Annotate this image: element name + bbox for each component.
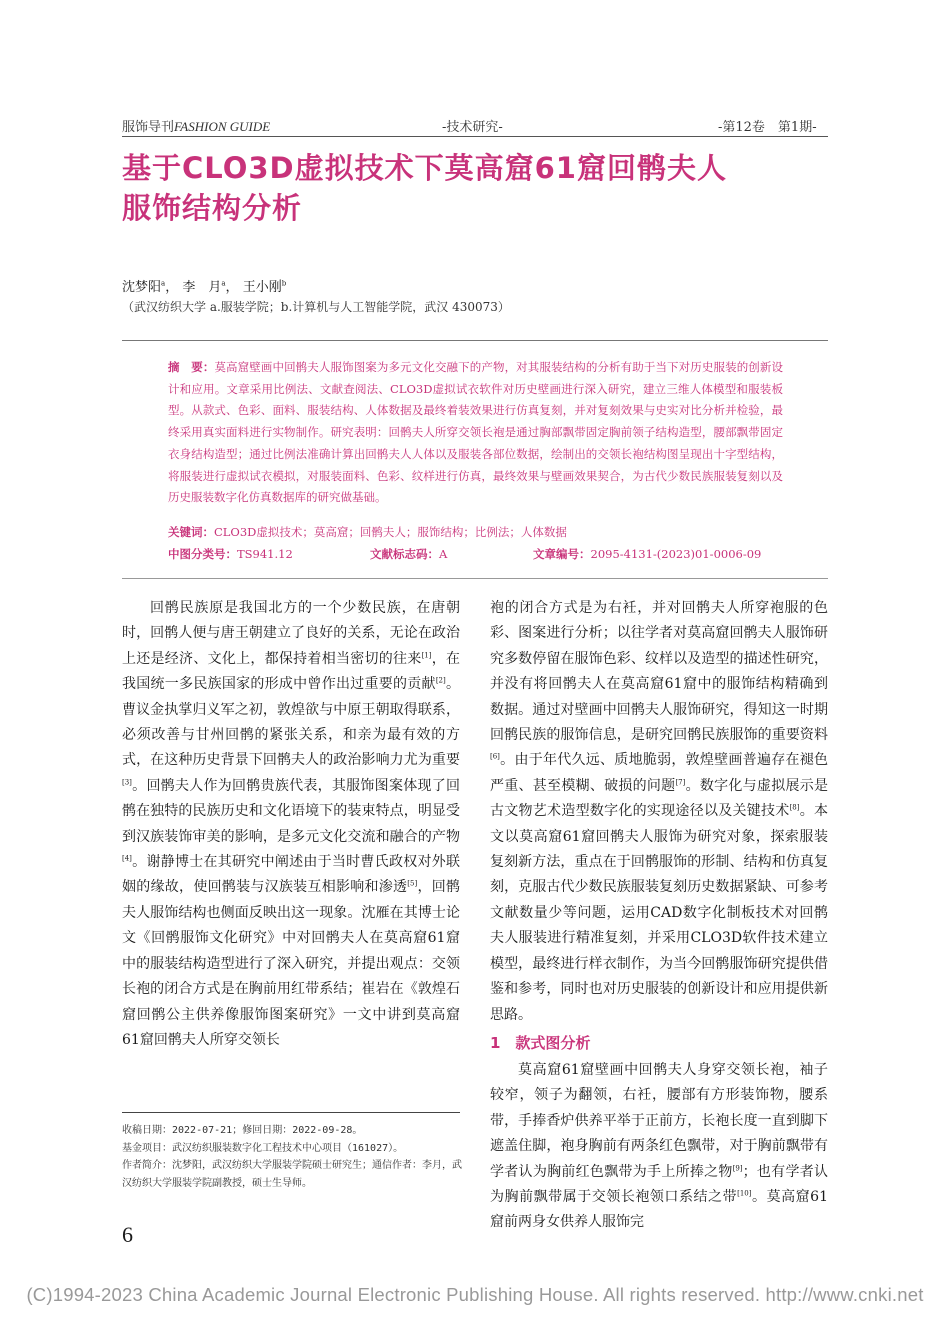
journal-name-cn: 服饰导刊 bbox=[122, 120, 175, 135]
footnote-received: 收稿日期：2022-07-21；修回日期：2022-09-28。 bbox=[122, 1125, 363, 1136]
journal-name-en: FASHION GUIDE bbox=[174, 119, 271, 134]
article-title bbox=[122, 148, 828, 228]
keywords-text: CLO3D虚拟技术；莫高窟；回鹘夫人；服饰结构；比例法；人体数据 bbox=[214, 525, 567, 539]
section-heading: 1 款式图分析 bbox=[490, 1033, 591, 1052]
section-label: -技术研究- bbox=[442, 120, 503, 135]
keywords-label: 关键词： bbox=[168, 525, 214, 539]
footnotes bbox=[122, 1122, 467, 1192]
affiliation: （武汉纺织大学 a.服装学院；b.计算机与人工智能学院，武汉 430073） bbox=[122, 300, 510, 314]
doc-label: 文献标志码： bbox=[370, 547, 439, 561]
clc-value: TS941.12 bbox=[237, 547, 293, 561]
copyright-footer: (C)1994-2023 China Academic Journal Electronic Publishing House. All rights reserved. http://www.cnki.net bbox=[26, 1284, 924, 1305]
keywords bbox=[168, 524, 783, 540]
footnote-rule bbox=[122, 1112, 460, 1113]
footnote-authors: 作者简介：沈梦阳，武汉纺织大学服装学院硕士研究生；通信作者：李月，武汉纺织大学服装学院副教授，硕士生导师。 bbox=[122, 1160, 462, 1189]
page-number: 6 bbox=[122, 1222, 133, 1247]
author-2-mark: a bbox=[221, 279, 226, 288]
doc-code bbox=[370, 546, 447, 562]
header-rule bbox=[122, 136, 828, 137]
abstract bbox=[168, 357, 783, 509]
abstract-text: 莫高窟壁画中回鹘夫人服饰图案为多元文化交融下的产物，对其服装结构的分析有助于当下对历史服装的创新设计和应用。文章采用比例法、文献查阅法、CLO3D虚拟试衣软件对历史壁画进行深入研究，建立三维人体模型和服装板型。从款式、色彩、面料、服装结构、人体数据及最终着装效果进行仿真复刻，并对复刻效果与史实对比分析并检验，最终采用真实面料进行实物制作。研究表明：回鹘夫人所穿交领长袍是通过胸部飘带固定胸前领子结构造型，腰部飘带固定衣身结构造型；通过比例法准确计算出回鹘夫人人体以及服装各部位数据，绘制出的交领长袍结构图呈现出十字型结构，将服装进行虚拟试衣模拟，对服装面料、色彩、纹样进行仿真，最终效果与壁画效果契合，为古代少数民族服装复刻以及历史服装数字化仿真数据库的研究做基础。 bbox=[168, 360, 784, 505]
abstract-top-rule bbox=[122, 340, 828, 341]
title-line-2: 服饰结构分析 bbox=[122, 191, 303, 225]
author-list: 沈梦阳$^a$， 李 月$^a$， 王小刚$^b$ bbox=[122, 279, 287, 295]
clc-number bbox=[168, 546, 293, 562]
body-column-right bbox=[490, 596, 828, 1236]
doc-value: A bbox=[439, 547, 448, 561]
paragraph: 袍的闭合方式是为右衽，并对回鹘夫人所穿袍服的色彩、图案进行分析；以往学者对莫高窟回鹘夫人服饰研究多数停留在服饰色彩、纹样以及造型的描述性研究，并没有将回鹘夫人在莫高窟61窟中的服饰结构精确到数据。通过对壁画中回鹘夫人服饰研究，得知这一时期回鹘民族的服饰信息，是研究回鹘民族服饰的重要资料[6]。由于年代久远、质地脆弱，敦煌壁画普遍存在褪色严重、甚至模糊、破损的问题[7]。数字化与虚拟展示是古文物艺术造型数字化的实现途径以及关键技术[8]。本文以莫高窟61窟回鹘夫人服饰为研究对象，探索服装复刻新方法，重点在于回鹘服饰的形制、结构和仿真复刻，克服古代少数民族服装复刻历史数据紧缺、可参考文献数量少等问题，运用CAD数字化制板技术对回鹘夫人服装进行精准复刻，并采用CLO3D软件技术建立模型，最终进行样衣制作，为当今回鹘服饰研究提供借鉴和参考，同时也对历史服装的创新设计和应用提供新思路。 bbox=[490, 600, 829, 1023]
art-value: 2095-4131-(2023)01-0006-09 bbox=[590, 547, 762, 561]
body-top-rule bbox=[122, 578, 828, 579]
author-3-mark: b bbox=[281, 279, 287, 288]
body-column-left bbox=[122, 596, 460, 1053]
author-3: 王小刚 bbox=[242, 280, 282, 295]
footnote-funding: 基金项目：武汉纺织服装数字化工程技术中心项目（161027）。 bbox=[122, 1142, 404, 1154]
clc-label: 中图分类号： bbox=[168, 547, 237, 561]
journal-header bbox=[122, 116, 270, 135]
author-1: 沈梦阳 bbox=[122, 280, 162, 295]
paragraph: 莫高窟61窟壁画中回鹘夫人身穿交领长袍，袖子较窄，领子为翻领，右衽，腰部有方形装饰物，腰系带，手捧香炉供养平举于正前方，长袍长度一直到脚下遮盖住脚，袍身胸前有两条红色飘带，对于胸前飘带有学者认为胸前红色飘带为手上所捧之物[9]；也有学者认为胸前飘带属于交领长袍领口系结之带[10]。莫高窟61窟前两身女供养人服饰完 bbox=[490, 1061, 829, 1231]
abstract-label: 摘 要： bbox=[168, 360, 215, 374]
author-1-mark: a bbox=[161, 279, 166, 288]
paragraph: 回鹘民族原是我国北方的一个少数民族，在唐朝时，回鹘人便与唐王朝建立了良好的关系，无论在政治上还是经济、文化上，都保持着相当密切的往来[1]，在我国统一多民族国家的形成中曾作出过重要的贡献[2]。曹议金执掌归义军之初，敦煌欲与中原王朝取得联系，必须改善与甘州回鹘的紧张关系，和亲为最有效的方式，在这种历史背景下回鹘夫人的政治影响力尤为重要[3]。回鹘夫人作为回鹘贵族代表，其服饰图案体现了回鹘在独特的民族历史和文化语境下的装束特点，明显受到汉族装饰审美的影响，是多元文化交流和融合的产物[4]。谢静博士在其研究中阐述由于当时曹氏政权对外联姻的缘故，使回鹘装与汉族装互相影响和渗透[5]，回鹘夫人服饰结构也侧面反映出这一现象。沈雁在其博士论文《回鹘服饰文化研究》中对回鹘夫人在莫高窟61窟中的服装结构造型进行了深入研究，并提出观点：交领长袍的闭合方式是在胸前用红带系结；崔岩在《敦煌石窟回鹘公主供养像服饰图案研究》一文中讲到莫高窟61窟回鹘夫人所穿交领长 bbox=[122, 600, 461, 1048]
art-label: 文章编号： bbox=[533, 547, 591, 561]
author-2: 李 月 bbox=[182, 280, 222, 295]
article-number bbox=[533, 546, 761, 562]
issue-label: -第12卷 第1期- bbox=[718, 120, 817, 135]
title-line-1: 基于CLO3D虚拟技术下莫高窟61窟回鹘夫人 bbox=[122, 151, 727, 185]
